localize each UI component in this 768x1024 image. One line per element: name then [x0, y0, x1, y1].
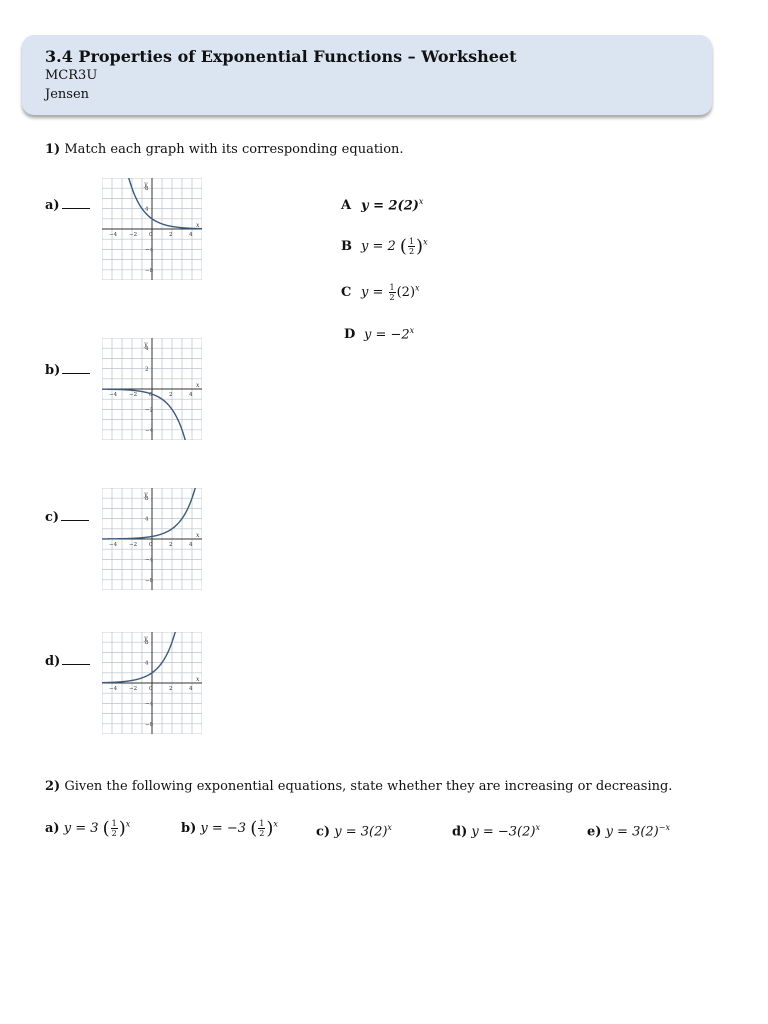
- option-a: A $y = 2(2)^x$: [341, 197, 424, 214]
- svg-text:4: 4: [189, 542, 193, 548]
- svg-text:4: 4: [189, 686, 193, 692]
- svg-text:4: 4: [145, 346, 149, 353]
- svg-text:−4: −4: [145, 427, 154, 434]
- answer-blank-c[interactable]: [61, 509, 89, 521]
- answer-blank-b[interactable]: [62, 362, 90, 374]
- svg-text:4: 4: [145, 660, 149, 667]
- question-1: [45, 142, 404, 157]
- svg-text:4: 4: [145, 206, 149, 213]
- svg-text:−4: −4: [109, 542, 118, 548]
- svg-text:0: 0: [149, 392, 153, 398]
- svg-text:−4: −4: [145, 701, 154, 708]
- svg-text:−2: −2: [145, 407, 154, 414]
- svg-text:4: 4: [145, 516, 149, 523]
- svg-text:−2: −2: [129, 232, 138, 238]
- svg-text:4: 4: [189, 232, 193, 238]
- equation-c: c) $y = 3(2)^x$: [316, 823, 392, 840]
- svg-text:y: y: [144, 635, 148, 642]
- graph-d-label: d): [45, 653, 90, 669]
- svg-text:x: x: [196, 532, 200, 539]
- question-1-text: Match each graph with its corresponding equation.: [64, 142, 404, 157]
- svg-text:−4: −4: [145, 557, 154, 564]
- graph-b: [102, 338, 202, 440]
- option-b: B y = 2 ( $\frac{1}{2}$ )$^x$: [341, 236, 428, 257]
- svg-text:8: 8: [145, 186, 149, 193]
- svg-text:0: 0: [149, 542, 153, 548]
- svg-text:−4: −4: [109, 232, 118, 238]
- question-2: [45, 779, 672, 794]
- option-d: D $y = -2^x$: [344, 326, 415, 343]
- page-title: 3.4 Properties of Exponential Functions – Worksheet: [45, 47, 517, 66]
- svg-text:−4: −4: [109, 392, 118, 398]
- svg-text:0: 0: [149, 232, 153, 238]
- svg-text:−2: −2: [129, 686, 138, 692]
- svg-text:2: 2: [169, 232, 173, 238]
- svg-text:8: 8: [145, 496, 149, 503]
- answer-blank-d[interactable]: [62, 653, 90, 665]
- svg-text:−4: −4: [145, 247, 154, 254]
- svg-text:x: x: [196, 676, 200, 683]
- svg-text:x: x: [196, 382, 200, 389]
- answer-blank-a[interactable]: [62, 197, 90, 209]
- graph-b-label: b): [45, 362, 90, 378]
- question-2-number: 2): [45, 779, 61, 794]
- question-2-text: Given the following exponential equations, state whether they are increasing or decreasing.: [64, 779, 673, 794]
- svg-text:−2: −2: [129, 542, 138, 548]
- header-box: [22, 35, 712, 115]
- graph-a-label: a): [45, 197, 90, 213]
- equation-a: a) y = 3 ( $\frac{1}{2}$ )$^x$: [45, 818, 131, 839]
- svg-text:x: x: [196, 222, 200, 229]
- svg-text:−8: −8: [145, 577, 154, 584]
- svg-text:2: 2: [169, 686, 173, 692]
- svg-text:0: 0: [149, 686, 153, 692]
- equation-e: e) $y = 3(2)^{-x}$: [587, 823, 670, 840]
- svg-text:8: 8: [145, 640, 149, 647]
- graph-a: [102, 178, 202, 280]
- teacher-name: Jensen: [45, 87, 90, 102]
- svg-text:y: y: [144, 181, 148, 188]
- course-code: MCR3U: [45, 68, 98, 83]
- svg-text:−2: −2: [129, 392, 138, 398]
- svg-text:2: 2: [145, 366, 149, 373]
- svg-text:y: y: [144, 341, 148, 348]
- graph-c-label: c): [45, 509, 89, 525]
- graph-c: [102, 488, 202, 590]
- svg-text:4: 4: [189, 392, 193, 398]
- svg-text:−8: −8: [145, 721, 154, 728]
- svg-text:2: 2: [169, 542, 173, 548]
- question-1-number: 1): [45, 142, 61, 157]
- equation-b: b) y = −3 ( $\frac{1}{2}$ )$^x$: [181, 818, 278, 839]
- svg-text:−4: −4: [109, 686, 118, 692]
- svg-text:2: 2: [169, 392, 173, 398]
- graph-d: [102, 632, 202, 734]
- option-c: C y = $\frac{1}{2}$ $(2)^x$: [341, 283, 420, 302]
- equation-d: d) $y = -3(2)^x$: [452, 823, 540, 840]
- svg-text:y: y: [144, 491, 148, 498]
- svg-text:−8: −8: [145, 267, 154, 274]
